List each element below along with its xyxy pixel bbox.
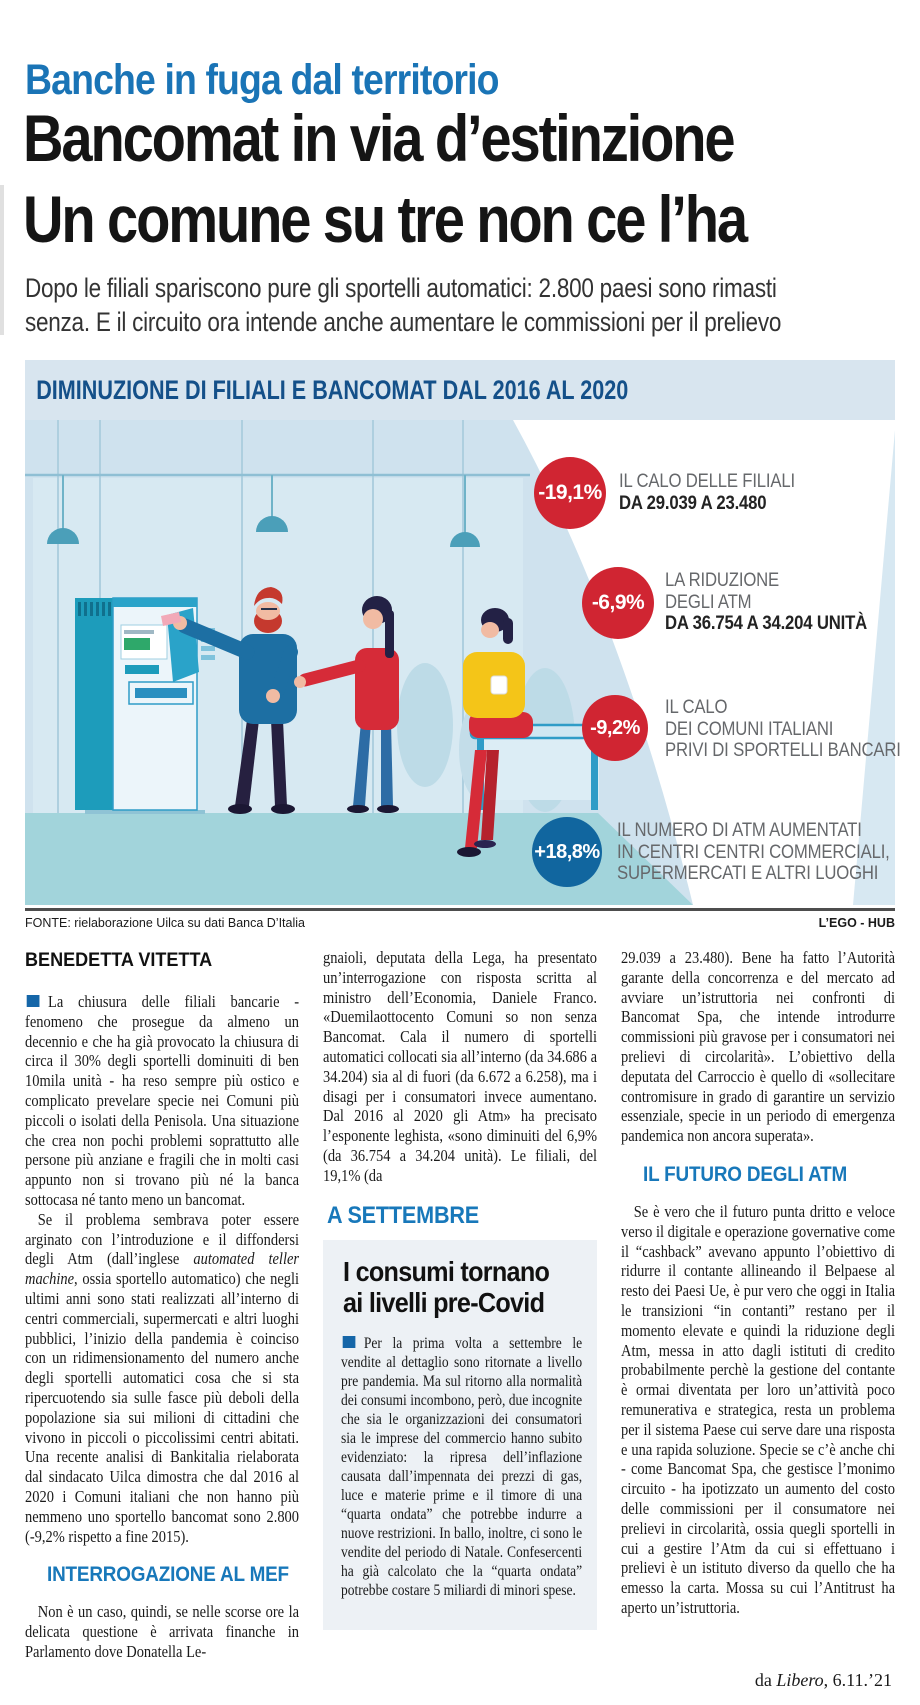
stat-badge-filiali: -19,1% (534, 457, 606, 529)
source-row (25, 916, 895, 930)
agency-credit: L’EGO - HUB (818, 916, 895, 930)
subheadline-line2: senza. E il circuito ora intende anche aumentare le commissioni per il prelievo (25, 307, 782, 337)
main-headline-line1: Bancomat in via d’estinzione (23, 101, 734, 175)
paragraph (621, 1202, 895, 1618)
column-3 (621, 948, 895, 1690)
column-1-text-2 (25, 1602, 299, 1661)
paragraph (25, 992, 299, 1210)
scan-artifact (0, 185, 4, 335)
stat-label-atm (665, 570, 867, 635)
stat-line: DEI COMUNI ITALIANI (665, 718, 834, 740)
sidebar-box (323, 1240, 597, 1630)
column-2-text (323, 948, 597, 1186)
stat-line: DA 29.039 A 23.480 (619, 492, 767, 514)
italic-term: automated teller machine (25, 1249, 300, 1289)
stat-line: IN CENTRI CENTRI COMMERCIALI, (617, 841, 890, 863)
column-3-text (621, 948, 895, 1146)
paragraph-text: Se è vero che il futuro punta dritto e veloce verso il digitale e operazione governative come il “cashback” avevano appunto l’obiettivo di ridurre il contante allineando il Belpaese al resto dei Paesi Ue, è pur vero che oggi in Italia le transizioni “in contanti” restano per il momento elevate e quindi la riduzione degli Atm, messa in atto dagli istituti di credito probabilmente perchè la gestione del contante è ormai diventata per loro un’attività poco remunerativa e strategica, resta un problema per il sistema Paese cui serve dare una risposta e una rapida soluzione. Specie se c’è anche chi - come Bancomat Spa, che gestisce l’monimo circuito - ha ipotizzato un aumento del costo delle commissioni per il consumatore nei prelievi in circolarità, ossia quegli sportelli in cui a gestire l’Atm da cui si effettuano i prelievi è un istituto diverso da quello che ha emesso la carta. Mossa su cui l’Antitrust ha aperto un’istruttoria. (621, 1201, 895, 1617)
main-headline-line2: Un comune su tre non ce l’ha (23, 182, 746, 256)
paragraph (323, 948, 597, 1186)
paragraph-text: gnaioli, deputata della Lega, ha presentato un’interrogazione con risposta scritta al ministro dell’Economia, Daniele Franco. «Duemilaottocento Comuni so non senza Bancomat. Cala il numero di sportelli automatici collocati sia all’interno (da 34.686 a 34.204) sia al di fuori (da 6.672 a 6.258), ma i disagi per i consumatori invece aumentano. Dal 2016 al 2020 gli Atm» ha precisato l’esponente leghista, «sono diminuiti del 6,9% (da 36.754 a 34.204 unità). Le filiali, del 19,1% (da (323, 948, 598, 1185)
stat-line: LA RIDUZIONE (665, 570, 780, 591)
credit-prefix: da (754, 1670, 777, 1690)
sidebar-box-text (341, 1334, 582, 1600)
stat-badge-comuni: -9,2% (582, 695, 648, 761)
paragraph-bullet-icon (343, 1336, 356, 1348)
stat-label-comuni (665, 697, 901, 762)
divider-rule (25, 908, 895, 911)
stat-line: DEGLI ATM (665, 591, 752, 613)
source-text: FONTE: rielaborazione Uilca su dati Banca D’Italia (25, 916, 305, 930)
paragraph (341, 1334, 582, 1600)
stat-label-filiali (619, 471, 795, 514)
column-1-text (25, 992, 299, 1546)
paragraph-bullet-icon (27, 995, 40, 1007)
column-3-text-2 (621, 1202, 895, 1618)
column-2 (323, 948, 597, 1690)
section-kicker-settembre: A SETTEMBRE (327, 1201, 480, 1229)
paragraph-text: La chiusura delle filiali bancarie - fenomeno che prosegue da almeno un decennio e che ha già provocato la chiusura di circa il 30% degli sportelli dominuiti di ben 10mila unità - ha reso sempre più ostico e complicato prevelare specie nei Comuni più piccoli o isolati della Penisola. Una situazione che crea non pochi problemi soprattutto alle persone più anziane e fragili che in molti casi appunto non si trovano più né la banca sottocasa né tanto meno un bancomat. (25, 992, 300, 1209)
stat-line: SUPERMERCATI E ALTRI LUOGHI (617, 863, 879, 884)
credit-source-name: Libero (776, 1670, 824, 1690)
stat-line: IL CALO DELLE FILIALI (619, 471, 795, 492)
paragraph-text: , ossia sportello automatico) che negli ultimi anni sono stati realizzati all’interno di centri commerciali, supermercati e altri luoghi pubblici, l’inizio della pandemia è coinciso con un ridimensionamento del numero anche degli sportelli automatici cosa che si sta ripercuotendo sia sulle fasce più deboli della popolazione sia sui milioni di cittadini che vivono in piccoli o piccolissimi centri abitati. Una recente analisi di Bankitalia rielaborata dal sindacato Uilca dimostra che dal 2016 al 2020 i Comuni italiani che non hanno più nemmeno uno sportello bancomat sono 2.800 (-9,2% rispetto a fine 2015). (25, 1269, 300, 1546)
paragraph (25, 1602, 299, 1661)
stat-line: PRIVI DI SPORTELLI BANCARI (665, 740, 901, 761)
stat-badge-atm: -6,9% (582, 567, 654, 639)
atm-cash-slot (135, 688, 187, 698)
paragraph-text: 29.039 a 23.480). Bene ha fatto l’Autorità garante della concorrenza e del mercato ad avviare un’istruttoria nei confronti di Bancomat Spa, che intende introdurre commissioni più gravose per i consumatori nei prelievi di circolarità». L’obiettivo della deputata del Carroccio è quello di «sollecitare contromisure in grado di garantire un servizio essenziale, specie in un periodo di emergenza pandemica non ancora superata». (621, 948, 895, 1146)
stat-line: IL NUMERO DI ATM AUMENTATI (617, 820, 862, 841)
sidebar-box-title-line1: I consumi tornano (343, 1255, 550, 1287)
stat-line: IL CALO (665, 697, 728, 718)
credit-date: , 6.11.’21 (823, 1670, 892, 1690)
section-subhead-futuro-atm: IL FUTURO DEGLI ATM (643, 1162, 848, 1186)
paragraph-text: Per la prima volta a settembre le vendite al dettaglio sono ritornate a livello pre pandemia. Ma sul ritorno alla normalità dei consumi incombono, però, due incognite che sia le organizzazioni dei consumatori sia le imprese del commercio hanno subito evidenziato: la ripresa dell’inflazione causata dall’impennata dei prezzi di gas, luce e materie prime e il timore di una “quarta ondata” che potrebbe indurre a nuove restrizioni. In ballo, inoltre, ci sono le vendite del periodo di Natale. Confesercenti ha già calcolato che la “quarta ondata” potrebbe costare 5 miliardi di minori spese. (341, 1334, 583, 1599)
sidebar-box-title-line2: ai livelli pre-Covid (343, 1286, 545, 1318)
stat-label-atm-crescita (617, 820, 890, 885)
paragraph (621, 948, 895, 1146)
article-body (25, 948, 895, 1690)
kicker-headline: Banche in fuga dal territorio (25, 56, 499, 104)
paragraph-text: Se il problema sembrava poter essere arginato con l’introduzione e il diffondersi degli Atm (dall’inglese (25, 1209, 300, 1269)
infographic-header (25, 360, 895, 420)
publication-credit (755, 1670, 892, 1691)
main-headline (23, 98, 746, 260)
stat-line: DA 36.754 A 34.204 UNITÀ (665, 613, 868, 634)
phone (491, 676, 507, 694)
byline: BENEDETTA VITETTA (25, 950, 213, 971)
infographic-illustration (25, 420, 901, 905)
stat-badge-atm-crescita: +18,8% (532, 817, 602, 887)
infographic (25, 360, 901, 905)
section-subhead-mef: INTERROGAZIONE AL MEF (47, 1563, 289, 1587)
atm-card-slot (125, 665, 159, 674)
infographic-title: DIMINUZIONE DI FILIALI E BANCOMAT DAL 2016 AL 2020 (36, 374, 629, 405)
column-1 (25, 948, 299, 1690)
paragraph-text: Non è un caso, quindi, se nelle scorse ore la delicata questione è arrivata finanche in Parlamento dove Donatella Le- (25, 1602, 300, 1661)
subheadline (25, 271, 781, 339)
subheadline-line1: Dopo le filiali spariscono pure gli sportelli automatici: 2.800 paesi sono rimasti (25, 273, 777, 303)
sidebar-box-title (343, 1256, 557, 1318)
paragraph (25, 1210, 299, 1547)
